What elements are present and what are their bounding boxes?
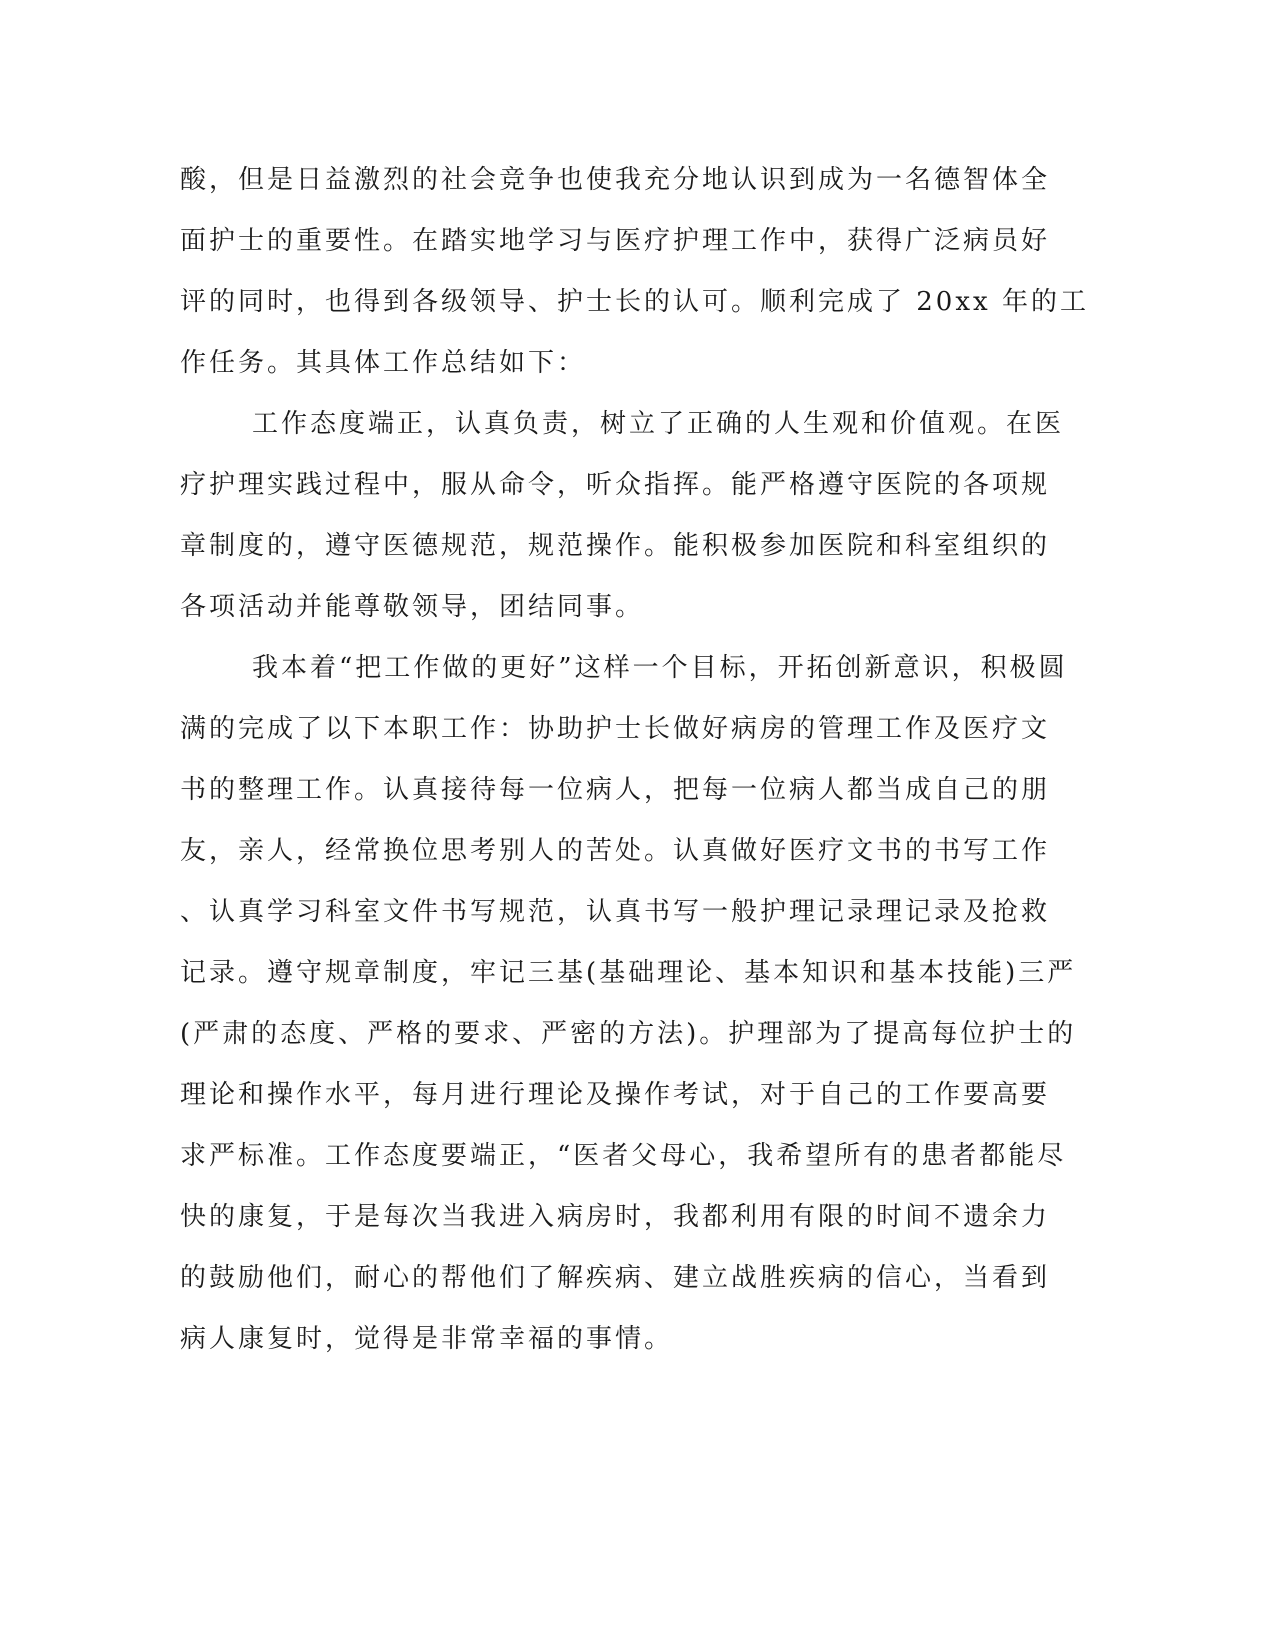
text-line: 酸，但是日益激烈的社会竞争也使我充分地认识到成为一名德智体全	[180, 165, 1051, 195]
text-line: (严肃的态度、严格的要求、严密的方法)。护理部为了提高每位护士的	[180, 1019, 1077, 1049]
text-line: 书的整理工作。认真接待每一位病人，把每一位病人都当成自己的朋	[180, 775, 1051, 805]
text-line: 满的完成了以下本职工作：协助护士长做好病房的管理工作及医疗文	[180, 714, 1051, 744]
text-line: 的鼓励他们，耐心的帮他们了解疾病、建立战胜疾病的信心，当看到	[180, 1263, 1051, 1293]
body-text	[180, 150, 1089, 1370]
text-line: 章制度的，遵守医德规范，规范操作。能积极参加医院和科室组织的	[180, 531, 1051, 561]
text-line: 快的康复，于是每次当我进入病房时，我都利用有限的时间不遗余力	[180, 1202, 1051, 1232]
text-line: 各项活动并能尊敬领导，团结同事。	[180, 592, 645, 622]
text-line: 、认真学习科室文件书写规范，认真书写一般护理记录理记录及抢救	[180, 897, 1051, 927]
text-line: 记录。遵守规章制度，牢记三基(基础理论、基本知识和基本技能)三严	[180, 958, 1077, 988]
paragraph-first-line: 我本着“把工作做的更好”这样一个目标，开拓创新意识，积极圆	[252, 653, 1068, 683]
text-line: 友，亲人，经常换位思考别人的苦处。认真做好医疗文书的书写工作	[180, 836, 1051, 866]
text-line: 病人康复时，觉得是非常幸福的事情。	[180, 1324, 674, 1354]
text-line: 作任务。其具体工作总结如下：	[180, 348, 587, 378]
text-line: 疗护理实践过程中，服从命令，听众指挥。能严格遵守医院的各项规	[180, 470, 1051, 500]
text-line: 评的同时，也得到各级领导、护士长的认可。顺利完成了 20xx 年的工	[180, 287, 1089, 317]
text-line: 求严标准。工作态度要端正，“医者父母心，我希望所有的患者都能尽	[180, 1141, 1067, 1171]
text-line: 理论和操作水平，每月进行理论及操作考试，对于自己的工作要高要	[180, 1080, 1051, 1110]
text-line: 面护士的重要性。在踏实地学习与医疗护理工作中，获得广泛病员好	[180, 226, 1051, 256]
paragraph-first-line: 工作态度端正，认真负责，树立了正确的人生观和价值观。在医	[252, 409, 1065, 439]
